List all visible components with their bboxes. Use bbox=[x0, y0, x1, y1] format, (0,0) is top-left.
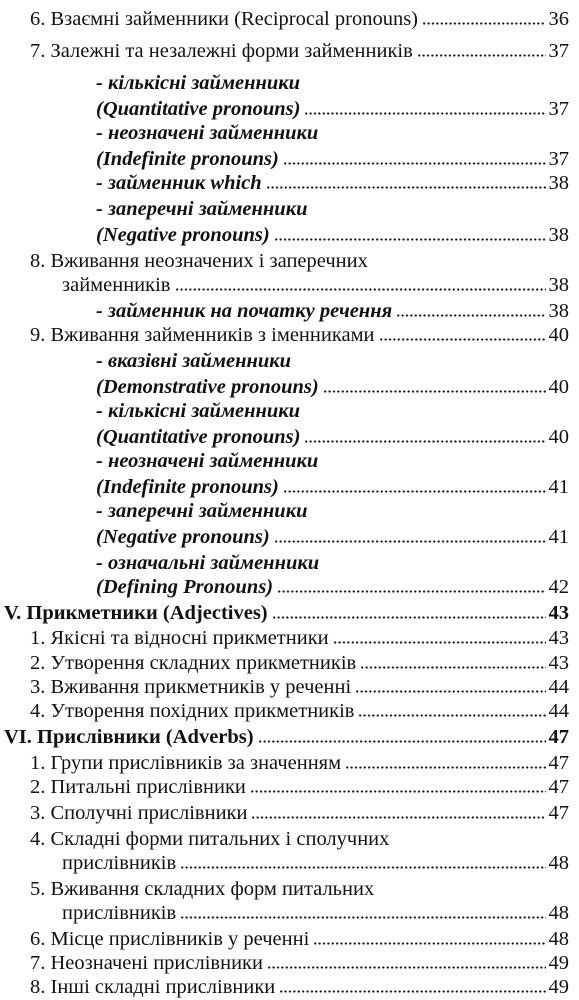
dot-leader bbox=[379, 337, 546, 342]
toc-entry-title: 4. Утворення похідних прикметників bbox=[30, 700, 355, 722]
toc-entry-page-number: 37 bbox=[548, 40, 569, 62]
toc-entry-page-number: 38 bbox=[548, 172, 569, 194]
toc-entry-page-number: 42 bbox=[548, 576, 569, 598]
toc-entry-page-number: 47 bbox=[548, 776, 569, 798]
toc-entry-page-number: 40 bbox=[548, 324, 569, 346]
toc-entry-title: - вказівні займенники bbox=[96, 350, 292, 372]
toc-entry-page-number: 37 bbox=[548, 148, 569, 170]
toc-entry bbox=[0, 900, 579, 926]
toc-entry bbox=[0, 474, 579, 500]
toc-entry-title: - займенник на початку речення bbox=[96, 300, 393, 322]
toc-entry-title: (Indefinite pronouns) bbox=[96, 476, 279, 498]
toc-entry-title: V. Прикметники (Adjectives) bbox=[4, 602, 268, 624]
toc-entry-title: - займенник which bbox=[96, 172, 262, 194]
toc-entry bbox=[0, 724, 579, 750]
toc-entry-title: (Quantitative pronouns) bbox=[96, 426, 301, 448]
dot-leader bbox=[180, 915, 545, 920]
toc-entry-title: (Demonstrative pronouns) bbox=[96, 376, 319, 398]
toc-entry bbox=[0, 348, 579, 374]
toc-entry-title: 3. Вживання прикметників у реченні bbox=[30, 676, 352, 698]
toc-entry-title: 7. Залежні та незалежні форми займенників bbox=[30, 40, 413, 62]
toc-entry-page-number: 48 bbox=[548, 852, 569, 874]
toc-entry bbox=[0, 876, 579, 902]
toc-entry-title: - заперечні займенники bbox=[96, 500, 308, 522]
toc-entry bbox=[0, 826, 579, 852]
dot-leader bbox=[267, 965, 546, 970]
toc-entry bbox=[0, 850, 579, 876]
toc-entry-page-number: 44 bbox=[548, 676, 569, 698]
dot-leader bbox=[279, 989, 545, 994]
dot-leader bbox=[422, 21, 545, 26]
toc-entry bbox=[0, 674, 579, 700]
toc-entry-title: 4. Складні форми питальних і сполучних bbox=[30, 828, 390, 850]
toc-entry bbox=[0, 424, 579, 450]
toc-entry-title: 3. Сполучні прислівники bbox=[30, 802, 248, 824]
toc-entry bbox=[0, 625, 579, 651]
toc-entry bbox=[0, 170, 579, 196]
toc-entry-title: (Indefinite pronouns) bbox=[96, 148, 279, 170]
toc-entry-page-number: 48 bbox=[548, 902, 569, 924]
dot-leader bbox=[272, 615, 546, 620]
dot-leader bbox=[333, 640, 546, 645]
toc-entry-page-number: 41 bbox=[548, 526, 569, 548]
toc-entry-page-number: 43 bbox=[548, 627, 569, 649]
toc-entry-title: прислівників bbox=[62, 852, 177, 874]
toc-entry-page-number: 48 bbox=[548, 928, 569, 950]
toc-entry bbox=[0, 800, 579, 826]
toc-entry-title: 8. Вживання неозначених і заперечних bbox=[30, 250, 368, 272]
dot-leader bbox=[283, 161, 546, 166]
toc-entry bbox=[0, 248, 579, 274]
toc-entry-page-number: 41 bbox=[548, 476, 569, 498]
toc-entry bbox=[0, 650, 579, 676]
toc-entry bbox=[0, 272, 579, 298]
toc-entry bbox=[0, 374, 579, 400]
toc-entry bbox=[0, 600, 579, 626]
toc-entry bbox=[0, 398, 579, 424]
toc-entry-title: 7. Неозначені прислівники bbox=[30, 952, 263, 974]
toc-entry-title: 2. Утворення складних прикметників bbox=[30, 652, 357, 674]
dot-leader bbox=[266, 185, 546, 190]
dot-leader bbox=[304, 111, 545, 116]
toc-entry bbox=[0, 196, 579, 222]
toc-entry-page-number: 43 bbox=[548, 652, 569, 674]
toc-entry-title: (Quantitative pronouns) bbox=[96, 98, 301, 120]
toc-entry bbox=[0, 550, 579, 576]
toc-entry-title: займенників bbox=[62, 274, 171, 296]
toc-entry-page-number: 40 bbox=[548, 426, 569, 448]
toc-entry bbox=[0, 926, 579, 952]
toc-entry bbox=[0, 750, 579, 776]
dot-leader bbox=[313, 941, 545, 946]
toc-entry-title: - означальні займенники bbox=[96, 552, 320, 574]
dot-leader bbox=[345, 765, 545, 770]
toc-entry bbox=[0, 774, 579, 800]
toc-entry-title: 1. Групи прислівників за значенням bbox=[30, 752, 342, 774]
toc-entry-page-number: 38 bbox=[548, 274, 569, 296]
toc-entry-page-number: 38 bbox=[548, 300, 569, 322]
toc-entry-page-number: 36 bbox=[548, 8, 569, 30]
toc-entry-title: - кількісні займенники bbox=[96, 400, 301, 422]
dot-leader bbox=[283, 489, 546, 494]
dot-leader bbox=[358, 713, 545, 718]
toc-entry-title: 2. Питальні прислівники bbox=[30, 776, 246, 798]
toc-entry bbox=[0, 498, 579, 524]
toc-entry-title: 5. Вживання складних форм питальних bbox=[30, 878, 375, 900]
toc-entry-title: 8. Інші складні прислівники bbox=[30, 976, 276, 998]
dot-leader bbox=[274, 237, 546, 242]
toc-entry bbox=[0, 96, 579, 122]
toc-entry-page-number: 47 bbox=[548, 752, 569, 774]
dot-leader bbox=[251, 815, 545, 820]
dot-leader bbox=[304, 439, 545, 444]
toc-entry-page-number: 47 bbox=[548, 802, 569, 824]
dot-leader bbox=[355, 689, 545, 694]
toc-entry bbox=[0, 38, 579, 64]
toc-entry-title: - неозначені займенники bbox=[96, 450, 319, 472]
toc-entry-title: - заперечні займенники bbox=[96, 198, 308, 220]
dot-leader bbox=[274, 539, 546, 544]
dot-leader bbox=[396, 313, 545, 318]
toc-entry bbox=[0, 222, 579, 248]
toc-entry bbox=[0, 70, 579, 96]
toc-entry bbox=[0, 574, 579, 600]
toc-entry bbox=[0, 524, 579, 550]
toc-entry-page-number: 37 bbox=[548, 98, 569, 120]
toc-entry bbox=[0, 974, 579, 1000]
toc-entry-title: - кількісні займенники bbox=[96, 72, 301, 94]
dot-leader bbox=[417, 53, 546, 58]
toc-entry-page-number: 40 bbox=[548, 376, 569, 398]
toc-entry bbox=[0, 6, 579, 32]
dot-leader bbox=[180, 865, 545, 870]
toc-entry-page-number: 49 bbox=[548, 976, 569, 998]
toc-entry-title: 9. Вживання займенників з іменниками bbox=[30, 324, 375, 346]
toc-entry-title: 6. Взаємні займенники (Reciprocal pronouns) bbox=[30, 8, 419, 30]
toc-entry-title: VI. Прислівники (Adverbs) bbox=[4, 726, 254, 748]
toc-entry-page-number: 47 bbox=[548, 726, 569, 748]
toc-entry-title: 1. Якісні та відносні прикметники bbox=[30, 627, 329, 649]
toc-entry-title: прислівників bbox=[62, 902, 177, 924]
toc-entry-title: 6. Місце прислівників у реченні bbox=[30, 928, 310, 950]
toc-entry-title: (Defining Pronouns) bbox=[96, 576, 274, 598]
dot-leader bbox=[175, 287, 546, 292]
toc-entry bbox=[0, 448, 579, 474]
toc-entry bbox=[0, 120, 579, 146]
dot-leader bbox=[258, 739, 546, 744]
toc-entry-page-number: 43 bbox=[548, 602, 569, 624]
toc-entry-title: (Negative pronouns) bbox=[96, 224, 270, 246]
dot-leader bbox=[250, 789, 546, 794]
toc-entry bbox=[0, 146, 579, 172]
toc-entry-page-number: 38 bbox=[548, 224, 569, 246]
toc-entry-title: (Negative pronouns) bbox=[96, 526, 270, 548]
toc-entry-page-number: 44 bbox=[548, 700, 569, 722]
toc-entry bbox=[0, 698, 579, 724]
toc-entry bbox=[0, 298, 579, 324]
toc-entry bbox=[0, 322, 579, 348]
dot-leader bbox=[360, 665, 545, 670]
toc-entry-title: - неозначені займенники bbox=[96, 122, 319, 144]
toc-entry-page-number: 49 bbox=[548, 952, 569, 974]
dot-leader bbox=[323, 389, 546, 394]
dot-leader bbox=[277, 589, 545, 594]
toc-entry bbox=[0, 950, 579, 976]
